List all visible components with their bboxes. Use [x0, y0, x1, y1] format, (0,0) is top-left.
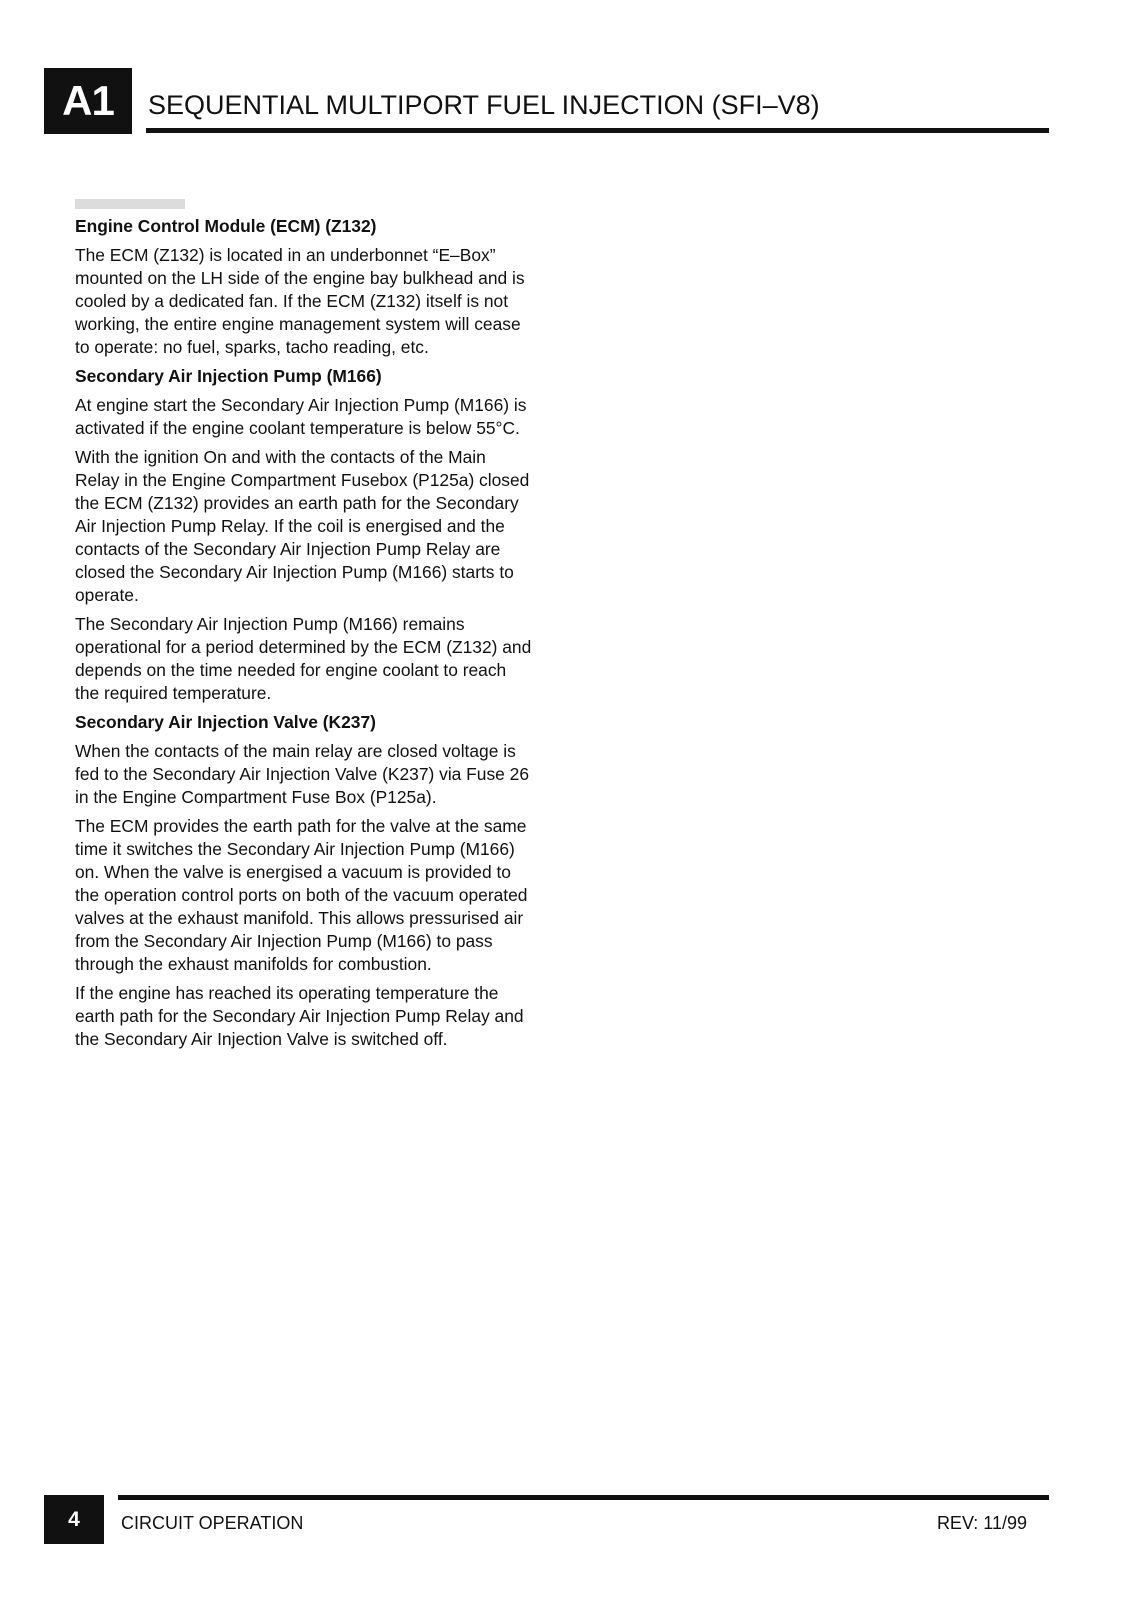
revision-label: REV: 11/99: [936, 1513, 1027, 1533]
paragraph: The ECM provides the earth path for the valve at the same time it switches the Secondary Air Injection Pump (M166) on. When the valve is energised a vacuum is provided to the operation control ports on both of the vacuum operated valves at the exhaust manifold. This allows pressurised air from the Secondary Air Injection Pump (M166) to pass through the exhaust manifolds for combustion.: [75, 816, 528, 974]
paragraph: At engine start the Secondary Air Injection Pump (M166) is activated if the engine coolant temperature is below 55°C.: [75, 395, 527, 438]
section-marker: [75, 199, 185, 209]
paragraph: The ECM (Z132) is located in an underbonnet “E–Box” mounted on the LH side of the engine bay bulkhead and is cooled by a dedicated fan. If the ECM (Z132) itself is not working, the entire engine management system will cease to operate: no fuel, sparks, tacho reading, etc.: [75, 245, 525, 357]
footer-rule: [118, 1495, 1049, 1500]
section-heading: Engine Control Module (ECM) (Z132): [75, 216, 377, 236]
section-heading: Secondary Air Injection Valve (K237): [75, 712, 376, 732]
page-title: SEQUENTIAL MULTIPORT FUEL INJECTION (SFI–V8): [148, 90, 820, 120]
section-air-valve: [75, 711, 535, 1051]
section-ecm: [75, 215, 535, 359]
footer-section-label: CIRCUIT OPERATION: [121, 1513, 304, 1533]
chapter-badge: A1: [44, 68, 132, 134]
paragraph: When the contacts of the main relay are closed voltage is fed to the Secondary Air Injection Valve (K237) via Fuse 26 in the Engine Compartment Fuse Box (P125a).: [75, 741, 530, 807]
page-number: 4: [44, 1495, 104, 1544]
header-rule: [146, 128, 1049, 133]
main-content: [75, 215, 535, 1057]
paragraph: The Secondary Air Injection Pump (M166) remains operational for a period determined by the ECM (Z132) and depends on the time needed for engine coolant to reach the required temperature.: [75, 614, 532, 703]
section-heading: Secondary Air Injection Pump (M166): [75, 366, 382, 386]
paragraph: If the engine has reached its operating temperature the earth path for the Secondary Air Injection Pump Relay and the Secondary Air Injection Valve is switched off.: [75, 983, 524, 1049]
paragraph: With the ignition On and with the contacts of the Main Relay in the Engine Compartment Fusebox (P125a) closed the ECM (Z132) provides an earth path for the Secondary Air Injection Pump Relay. If the coil is energised and the contacts of the Secondary Air Injection Pump Relay are closed the Secondary Air Injection Pump (M166) starts to operate.: [75, 447, 530, 605]
section-air-pump: [75, 365, 535, 705]
